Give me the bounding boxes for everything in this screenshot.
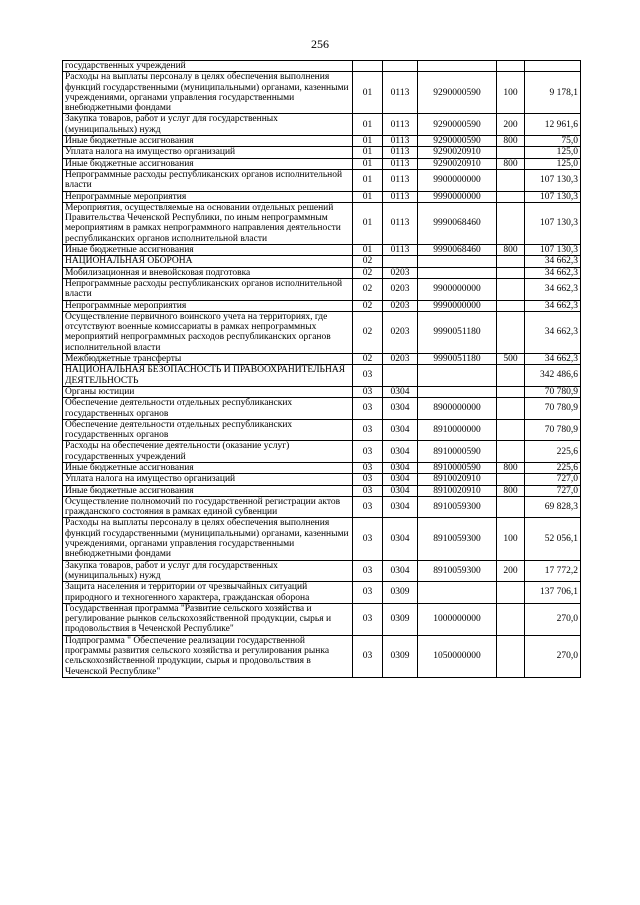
item-name: Непрограммные мероприятия: [63, 191, 353, 202]
expense-type-code: 500: [497, 354, 525, 365]
amount: 52 056,1: [525, 518, 581, 560]
amount: 34 662,3: [525, 256, 581, 267]
table-row: [63, 158, 581, 169]
target-article-code: 8910059300: [418, 496, 497, 518]
subsection-code: 0309: [383, 635, 418, 677]
amount: 107 130,3: [525, 202, 581, 244]
table-row: [63, 462, 581, 473]
amount: 727,0: [525, 485, 581, 496]
target-article-code: 8910000590: [418, 441, 497, 463]
item-name: Непрограммные расходы республиканских органов исполнительной власти: [63, 278, 353, 300]
target-article-code: 8910059300: [418, 518, 497, 560]
subsection-code: 0304: [383, 474, 418, 485]
expense-type-code: 800: [497, 485, 525, 496]
expense-type-code: [497, 474, 525, 485]
target-article-code: 9990051180: [418, 354, 497, 365]
amount: 34 662,3: [525, 311, 581, 353]
section-code: 03: [353, 582, 383, 604]
subsection-code: 0304: [383, 398, 418, 420]
subsection-code: 0113: [383, 158, 418, 169]
section-code: 02: [353, 300, 383, 311]
amount: 34 662,3: [525, 354, 581, 365]
amount: 125,0: [525, 158, 581, 169]
section-code: 01: [353, 72, 383, 114]
expense-type-code: [497, 278, 525, 300]
target-article-code: 9290000590: [418, 114, 497, 136]
item-name: Мероприятия, осуществляемые на основании отдельных решений Правительства Чеченской Республики, по иным непрограммным мероприятиям в рамках непрограммного направления деятельности республиканских органов исполнительной власти: [63, 202, 353, 244]
item-name: Иные бюджетные ассигнования: [63, 462, 353, 473]
target-article-code: 9990051180: [418, 311, 497, 353]
item-name: Закупка товаров, работ и услуг для государственных (муниципальных) нужд: [63, 114, 353, 136]
section-code: 03: [353, 635, 383, 677]
section-code: 02: [353, 256, 383, 267]
item-name: Обеспечение деятельности отдельных республиканских государственных органов: [63, 398, 353, 420]
expense-type-code: [497, 582, 525, 604]
expense-type-code: 800: [497, 158, 525, 169]
item-name: Мобилизационная и вневойсковая подготовка: [63, 267, 353, 278]
expense-type-code: 200: [497, 114, 525, 136]
subsection-code: 0113: [383, 245, 418, 256]
table-row: [63, 147, 581, 158]
item-name: Расходы на выплаты персоналу в целях обеспечения выполнения функций государственными (муниципальными) органами, казенными учреждениями, органами управления государственными внебюджетными фондами: [63, 72, 353, 114]
item-name: Уплата налога на имущество организаций: [63, 474, 353, 485]
section-code: 03: [353, 419, 383, 441]
subsection-code: 0113: [383, 169, 418, 191]
section-code: 03: [353, 398, 383, 420]
amount: 342 486,6: [525, 365, 581, 387]
subsection-code: 0113: [383, 202, 418, 244]
subsection-code: 0304: [383, 419, 418, 441]
table-row: [63, 114, 581, 136]
section-code: 02: [353, 354, 383, 365]
amount: 70 780,9: [525, 386, 581, 397]
expense-type-code: [497, 202, 525, 244]
item-name: Обеспечение деятельности отдельных республиканских государственных органов: [63, 419, 353, 441]
target-article-code: 9900000000: [418, 169, 497, 191]
item-name: Межбюджетные трансферты: [63, 354, 353, 365]
item-name: НАЦИОНАЛЬНАЯ ОБОРОНА: [63, 256, 353, 267]
table-row: [63, 245, 581, 256]
target-article-code: [418, 61, 497, 72]
amount: 107 130,3: [525, 191, 581, 202]
amount: 17 772,2: [525, 560, 581, 582]
table-row: [63, 202, 581, 244]
section-code: 01: [353, 147, 383, 158]
target-article-code: 9990000000: [418, 191, 497, 202]
item-name: Государственная программа "Развитие сельского хозяйства и регулирование рынков сельскохозяйственной продукции, сырья и продовольствия в Чеченской Республике": [63, 603, 353, 635]
table-row: [63, 256, 581, 267]
expense-type-code: 800: [497, 245, 525, 256]
budget-table-body: [63, 61, 581, 678]
item-name: Защита населения и территории от чрезвычайных ситуаций природного и техногенного характера, гражданская оборона: [63, 582, 353, 604]
table-row: [63, 635, 581, 677]
table-row: [63, 398, 581, 420]
amount: [525, 61, 581, 72]
section-code: 03: [353, 560, 383, 582]
target-article-code: [418, 582, 497, 604]
subsection-code: 0113: [383, 72, 418, 114]
table-row: [63, 560, 581, 582]
table-row: [63, 61, 581, 72]
item-name: Непрограммные расходы республиканских органов исполнительной власти: [63, 169, 353, 191]
amount: 34 662,3: [525, 278, 581, 300]
subsection-code: 0309: [383, 603, 418, 635]
item-name: Непрограммные мероприятия: [63, 300, 353, 311]
target-article-code: 8910000590: [418, 462, 497, 473]
table-row: [63, 496, 581, 518]
section-code: 03: [353, 462, 383, 473]
amount: 75,0: [525, 136, 581, 147]
table-row: [63, 311, 581, 353]
section-code: 03: [353, 496, 383, 518]
section-code: 01: [353, 245, 383, 256]
section-code: 03: [353, 518, 383, 560]
target-article-code: 9290020910: [418, 158, 497, 169]
subsection-code: 0309: [383, 582, 418, 604]
section-code: [353, 61, 383, 72]
expense-type-code: [497, 147, 525, 158]
target-article-code: 9990068460: [418, 245, 497, 256]
item-name: Иные бюджетные ассигнования: [63, 245, 353, 256]
table-row: [63, 278, 581, 300]
expense-type-code: [497, 311, 525, 353]
expense-type-code: 100: [497, 518, 525, 560]
subsection-code: [383, 256, 418, 267]
amount: 34 662,3: [525, 267, 581, 278]
subsection-code: 0304: [383, 518, 418, 560]
target-article-code: 8910020910: [418, 474, 497, 485]
section-code: 01: [353, 191, 383, 202]
section-code: 02: [353, 311, 383, 353]
item-name: НАЦИОНАЛЬНАЯ БЕЗОПАСНОСТЬ И ПРАВООХРАНИТЕЛЬНАЯ ДЕЯТЕЛЬНОСТЬ: [63, 365, 353, 387]
amount: 107 130,3: [525, 245, 581, 256]
section-code: 01: [353, 136, 383, 147]
subsection-code: 0304: [383, 496, 418, 518]
expense-type-code: [497, 441, 525, 463]
section-code: 03: [353, 485, 383, 496]
section-code: 03: [353, 474, 383, 485]
amount: 225,6: [525, 462, 581, 473]
amount: 225,6: [525, 441, 581, 463]
target-article-code: 9290020910: [418, 147, 497, 158]
subsection-code: [383, 365, 418, 387]
target-article-code: 9290000590: [418, 136, 497, 147]
section-code: 03: [353, 441, 383, 463]
target-article-code: 8910059300: [418, 560, 497, 582]
budget-table: [62, 60, 581, 678]
expense-type-code: [497, 398, 525, 420]
expense-type-code: [497, 256, 525, 267]
section-code: 03: [353, 603, 383, 635]
table-row: [63, 474, 581, 485]
item-name: Осуществление первичного воинского учета на территориях, где отсутствуют военные комиссариаты в рамках непрограммных мероприятий непрограммных расходов республиканских органов исполнительной власти: [63, 311, 353, 353]
amount: 727,0: [525, 474, 581, 485]
item-name: Расходы на выплаты персоналу в целях обеспечения выполнения функций государственными (муниципальными) органами, казенными учреждениями, органами управления государственными внебюджетными фондами: [63, 518, 353, 560]
subsection-code: 0203: [383, 267, 418, 278]
section-code: 01: [353, 158, 383, 169]
section-code: 01: [353, 169, 383, 191]
amount: 69 828,3: [525, 496, 581, 518]
table-row: [63, 603, 581, 635]
item-name: Закупка товаров, работ и услуг для государственных (муниципальных) нужд: [63, 560, 353, 582]
target-article-code: 8910020910: [418, 485, 497, 496]
target-article-code: [418, 386, 497, 397]
section-code: 01: [353, 202, 383, 244]
expense-type-code: [497, 191, 525, 202]
subsection-code: [383, 61, 418, 72]
subsection-code: 0304: [383, 560, 418, 582]
section-code: 02: [353, 267, 383, 278]
table-row: [63, 191, 581, 202]
target-article-code: 1000000000: [418, 603, 497, 635]
expense-type-code: [497, 267, 525, 278]
subsection-code: 0203: [383, 300, 418, 311]
amount: 9 178,1: [525, 72, 581, 114]
item-name: Иные бюджетные ассигнования: [63, 136, 353, 147]
target-article-code: 8910000000: [418, 419, 497, 441]
table-row: [63, 169, 581, 191]
expense-type-code: 200: [497, 560, 525, 582]
subsection-code: 0113: [383, 147, 418, 158]
expense-type-code: 100: [497, 72, 525, 114]
amount: 70 780,9: [525, 419, 581, 441]
table-row: [63, 300, 581, 311]
table-row: [63, 441, 581, 463]
expense-type-code: [497, 603, 525, 635]
expense-type-code: [497, 386, 525, 397]
item-name: Уплата налога на имущество организаций: [63, 147, 353, 158]
table-row: [63, 386, 581, 397]
target-article-code: 8900000000: [418, 398, 497, 420]
item-name: Расходы на обеспечение деятельности (оказание услуг) государственных учреждений: [63, 441, 353, 463]
section-code: 03: [353, 365, 383, 387]
item-name: Иные бюджетные ассигнования: [63, 158, 353, 169]
amount: 125,0: [525, 147, 581, 158]
item-name: Иные бюджетные ассигнования: [63, 485, 353, 496]
table-row: [63, 354, 581, 365]
subsection-code: 0304: [383, 441, 418, 463]
table-row: [63, 365, 581, 387]
table-row: [63, 419, 581, 441]
target-article-code: 9290000590: [418, 72, 497, 114]
item-name: Органы юстиции: [63, 386, 353, 397]
expense-type-code: [497, 169, 525, 191]
target-article-code: 9990000000: [418, 300, 497, 311]
item-name: государственных учреждений: [63, 61, 353, 72]
subsection-code: 0203: [383, 278, 418, 300]
expense-type-code: [497, 365, 525, 387]
expense-type-code: [497, 635, 525, 677]
table-row: [63, 485, 581, 496]
page-number: 256: [311, 37, 329, 51]
section-code: 01: [353, 114, 383, 136]
subsection-code: 0304: [383, 386, 418, 397]
target-article-code: 9990068460: [418, 202, 497, 244]
section-code: 02: [353, 278, 383, 300]
amount: 137 706,1: [525, 582, 581, 604]
table-row: [63, 582, 581, 604]
section-code: 03: [353, 386, 383, 397]
item-name: Подпрограмма " Обеспечение реализации государственной программы развития сельского хозяйства и регулирования рынка сельскохозяйственной продукции, сырья и продовольствия в Чеченской Республике": [63, 635, 353, 677]
target-article-code: [418, 256, 497, 267]
amount: 107 130,3: [525, 169, 581, 191]
amount: 34 662,3: [525, 300, 581, 311]
amount: 270,0: [525, 635, 581, 677]
target-article-code: 9900000000: [418, 278, 497, 300]
expense-type-code: 800: [497, 462, 525, 473]
subsection-code: 0113: [383, 136, 418, 147]
target-article-code: [418, 365, 497, 387]
expense-type-code: [497, 419, 525, 441]
expense-type-code: [497, 496, 525, 518]
subsection-code: 0203: [383, 354, 418, 365]
amount: 12 961,6: [525, 114, 581, 136]
expense-type-code: [497, 61, 525, 72]
table-row: [63, 518, 581, 560]
table-row: [63, 72, 581, 114]
amount: 70 780,9: [525, 398, 581, 420]
subsection-code: 0113: [383, 191, 418, 202]
subsection-code: 0113: [383, 114, 418, 136]
subsection-code: 0304: [383, 462, 418, 473]
amount: 270,0: [525, 603, 581, 635]
target-article-code: [418, 267, 497, 278]
target-article-code: 1050000000: [418, 635, 497, 677]
subsection-code: 0203: [383, 311, 418, 353]
expense-type-code: [497, 300, 525, 311]
table-row: [63, 267, 581, 278]
expense-type-code: 800: [497, 136, 525, 147]
subsection-code: 0304: [383, 485, 418, 496]
table-row: [63, 136, 581, 147]
item-name: Осуществление полномочий по государственной регистрации актов гражданского состояния в рамках единой субвенции: [63, 496, 353, 518]
